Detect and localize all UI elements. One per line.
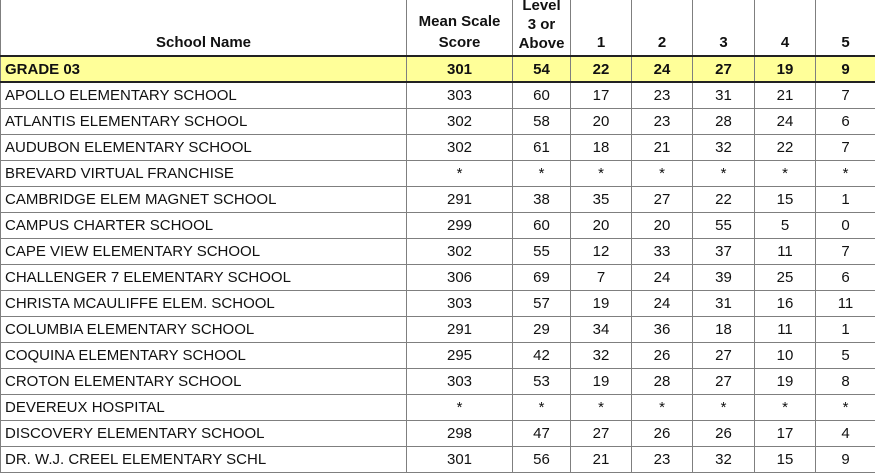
- level-4-cell: 19: [755, 369, 816, 395]
- header-mean-scale-score: [407, 0, 513, 56]
- level-5-cell: 6: [816, 265, 875, 291]
- school-name-cell: DEVEREUX HOSPITAL: [1, 395, 407, 421]
- level-2-cell: 36: [632, 317, 693, 343]
- school-name-cell: COLUMBIA ELEMENTARY SCHOOL: [1, 317, 407, 343]
- level-1-cell: 20: [571, 109, 632, 135]
- level-4-cell: 5: [755, 213, 816, 239]
- mean-scale-score-cell: 301: [407, 447, 513, 473]
- level-2-cell: 26: [632, 421, 693, 447]
- mean-scale-score-cell: 291: [407, 317, 513, 343]
- level-3-above-cell: 57: [513, 291, 571, 317]
- school-name-cell: CAMBRIDGE ELEM MAGNET SCHOOL: [1, 187, 407, 213]
- level-4-cell: 16: [755, 291, 816, 317]
- level-5-cell: *: [816, 395, 875, 421]
- mean-scale-score-cell: 306: [407, 265, 513, 291]
- level-3-above-cell: 60: [513, 82, 571, 109]
- level-3-above-cell: 55: [513, 239, 571, 265]
- header-mean-line2: Score: [439, 34, 481, 51]
- header-level-3-or-above: [513, 0, 571, 56]
- level-4-cell: *: [755, 395, 816, 421]
- level-2-cell: 28: [632, 369, 693, 395]
- table-row: [1, 395, 875, 421]
- level-4-cell: 25: [755, 265, 816, 291]
- level-5-cell: 7: [816, 135, 875, 161]
- level-4-cell: 11: [755, 317, 816, 343]
- level-3-cell: 55: [693, 213, 755, 239]
- level-5-cell: 7: [816, 239, 875, 265]
- level-5-cell: 8: [816, 369, 875, 395]
- level-3-above-cell: *: [513, 395, 571, 421]
- level-1-cell: 27: [571, 421, 632, 447]
- level-3-above-cell: *: [513, 161, 571, 187]
- level-3-above-cell: 60: [513, 213, 571, 239]
- level-2-cell: 23: [632, 82, 693, 109]
- level-2-cell: 23: [632, 447, 693, 473]
- mean-scale-score-cell: 302: [407, 239, 513, 265]
- header-level-4: 4: [755, 0, 816, 56]
- mean-scale-score-cell: 299: [407, 213, 513, 239]
- level-1-cell: *: [571, 161, 632, 187]
- school-name-cell: COQUINA ELEMENTARY SCHOOL: [1, 343, 407, 369]
- level-2-cell: 33: [632, 239, 693, 265]
- level-5-cell: 1: [816, 187, 875, 213]
- school-name-cell: CROTON ELEMENTARY SCHOOL: [1, 369, 407, 395]
- table-row: [1, 369, 875, 395]
- level-5-cell: 0: [816, 213, 875, 239]
- level-1-cell: 32: [571, 343, 632, 369]
- level-3-cell: 32: [693, 447, 755, 473]
- level-5-cell: 5: [816, 343, 875, 369]
- level-3-above-cell: 56: [513, 447, 571, 473]
- level-5-cell: 1: [816, 317, 875, 343]
- mean-scale-score-cell: 298: [407, 421, 513, 447]
- level-4-cell: 24: [755, 109, 816, 135]
- mean-scale-score-cell: 295: [407, 343, 513, 369]
- school-name-cell: ATLANTIS ELEMENTARY SCHOOL: [1, 109, 407, 135]
- table-row: [1, 421, 875, 447]
- level-2-cell: 21: [632, 135, 693, 161]
- grade-l1: 22: [571, 56, 632, 82]
- level-3-cell: 27: [693, 369, 755, 395]
- table-row: [1, 239, 875, 265]
- level-1-cell: 19: [571, 369, 632, 395]
- level-3-above-cell: 29: [513, 317, 571, 343]
- level-3-cell: *: [693, 395, 755, 421]
- header-mean-line1: Mean Scale: [419, 13, 501, 30]
- level-1-cell: 35: [571, 187, 632, 213]
- grade-summary-row: [1, 56, 875, 82]
- table-row: [1, 265, 875, 291]
- level-1-cell: 20: [571, 213, 632, 239]
- level-4-cell: 10: [755, 343, 816, 369]
- level-2-cell: 27: [632, 187, 693, 213]
- level-5-cell: 9: [816, 447, 875, 473]
- school-name-cell: CHALLENGER 7 ELEMENTARY SCHOOL: [1, 265, 407, 291]
- level-3-above-cell: 53: [513, 369, 571, 395]
- mean-scale-score-cell: 303: [407, 82, 513, 109]
- level-3-above-cell: 61: [513, 135, 571, 161]
- mean-scale-score-cell: 303: [407, 291, 513, 317]
- level-1-cell: 19: [571, 291, 632, 317]
- level-2-cell: *: [632, 161, 693, 187]
- header-level-line3: Above: [519, 35, 565, 52]
- grade-l3: 27: [693, 56, 755, 82]
- level-3-cell: 26: [693, 421, 755, 447]
- level-5-cell: 6: [816, 109, 875, 135]
- level-4-cell: 15: [755, 187, 816, 213]
- grade-level3-above: 54: [513, 56, 571, 82]
- level-3-cell: 22: [693, 187, 755, 213]
- mean-scale-score-cell: *: [407, 161, 513, 187]
- header-level-5: 5: [816, 0, 875, 56]
- level-5-cell: 4: [816, 421, 875, 447]
- level-1-cell: 18: [571, 135, 632, 161]
- school-name-cell: BREVARD VIRTUAL FRANCHISE: [1, 161, 407, 187]
- mean-scale-score-cell: 291: [407, 187, 513, 213]
- school-name-cell: AUDUBON ELEMENTARY SCHOOL: [1, 135, 407, 161]
- header-row: [1, 0, 875, 56]
- level-4-cell: 11: [755, 239, 816, 265]
- header-level-2: 2: [632, 0, 693, 56]
- school-name-cell: CAPE VIEW ELEMENTARY SCHOOL: [1, 239, 407, 265]
- level-3-cell: 18: [693, 317, 755, 343]
- grade-name: GRADE 03: [1, 56, 407, 82]
- table-row: [1, 213, 875, 239]
- mean-scale-score-cell: 302: [407, 109, 513, 135]
- table-row: [1, 317, 875, 343]
- table-row: [1, 291, 875, 317]
- level-4-cell: *: [755, 161, 816, 187]
- level-3-cell: *: [693, 161, 755, 187]
- level-5-cell: 7: [816, 82, 875, 109]
- table-row: [1, 447, 875, 473]
- school-name-cell: DR. W.J. CREEL ELEMENTARY SCHL: [1, 447, 407, 473]
- level-2-cell: 26: [632, 343, 693, 369]
- level-2-cell: 23: [632, 109, 693, 135]
- level-3-above-cell: 47: [513, 421, 571, 447]
- school-name-cell: CHRISTA MCAULIFFE ELEM. SCHOOL: [1, 291, 407, 317]
- level-1-cell: *: [571, 395, 632, 421]
- level-3-cell: 32: [693, 135, 755, 161]
- grade-mean: 301: [407, 56, 513, 82]
- level-3-cell: 37: [693, 239, 755, 265]
- header-level-line1: Level: [522, 0, 560, 14]
- header-level-1: 1: [571, 0, 632, 56]
- level-5-cell: *: [816, 161, 875, 187]
- level-1-cell: 21: [571, 447, 632, 473]
- header-level-line2: 3 or: [528, 16, 556, 33]
- level-3-above-cell: 38: [513, 187, 571, 213]
- level-2-cell: 24: [632, 265, 693, 291]
- level-3-cell: 39: [693, 265, 755, 291]
- grade-l2: 24: [632, 56, 693, 82]
- level-3-above-cell: 69: [513, 265, 571, 291]
- level-4-cell: 21: [755, 82, 816, 109]
- table-row: [1, 161, 875, 187]
- table-row: [1, 82, 875, 109]
- level-1-cell: 17: [571, 82, 632, 109]
- grade-l4: 19: [755, 56, 816, 82]
- table-row: [1, 343, 875, 369]
- level-3-cell: 31: [693, 82, 755, 109]
- header-level-3: 3: [693, 0, 755, 56]
- header-school-name: School Name: [1, 0, 407, 56]
- table-row: [1, 109, 875, 135]
- level-3-cell: 27: [693, 343, 755, 369]
- table-row: [1, 135, 875, 161]
- level-5-cell: 11: [816, 291, 875, 317]
- school-name-cell: DISCOVERY ELEMENTARY SCHOOL: [1, 421, 407, 447]
- mean-scale-score-cell: *: [407, 395, 513, 421]
- level-4-cell: 17: [755, 421, 816, 447]
- level-4-cell: 22: [755, 135, 816, 161]
- table-row: [1, 187, 875, 213]
- level-3-above-cell: 58: [513, 109, 571, 135]
- level-1-cell: 34: [571, 317, 632, 343]
- level-3-cell: 31: [693, 291, 755, 317]
- level-3-above-cell: 42: [513, 343, 571, 369]
- level-2-cell: *: [632, 395, 693, 421]
- level-1-cell: 12: [571, 239, 632, 265]
- level-1-cell: 7: [571, 265, 632, 291]
- grade-l5: 9: [816, 56, 875, 82]
- school-name-cell: CAMPUS CHARTER SCHOOL: [1, 213, 407, 239]
- level-2-cell: 20: [632, 213, 693, 239]
- level-2-cell: 24: [632, 291, 693, 317]
- mean-scale-score-cell: 303: [407, 369, 513, 395]
- mean-scale-score-cell: 302: [407, 135, 513, 161]
- level-4-cell: 15: [755, 447, 816, 473]
- level-3-cell: 28: [693, 109, 755, 135]
- school-name-cell: APOLLO ELEMENTARY SCHOOL: [1, 82, 407, 109]
